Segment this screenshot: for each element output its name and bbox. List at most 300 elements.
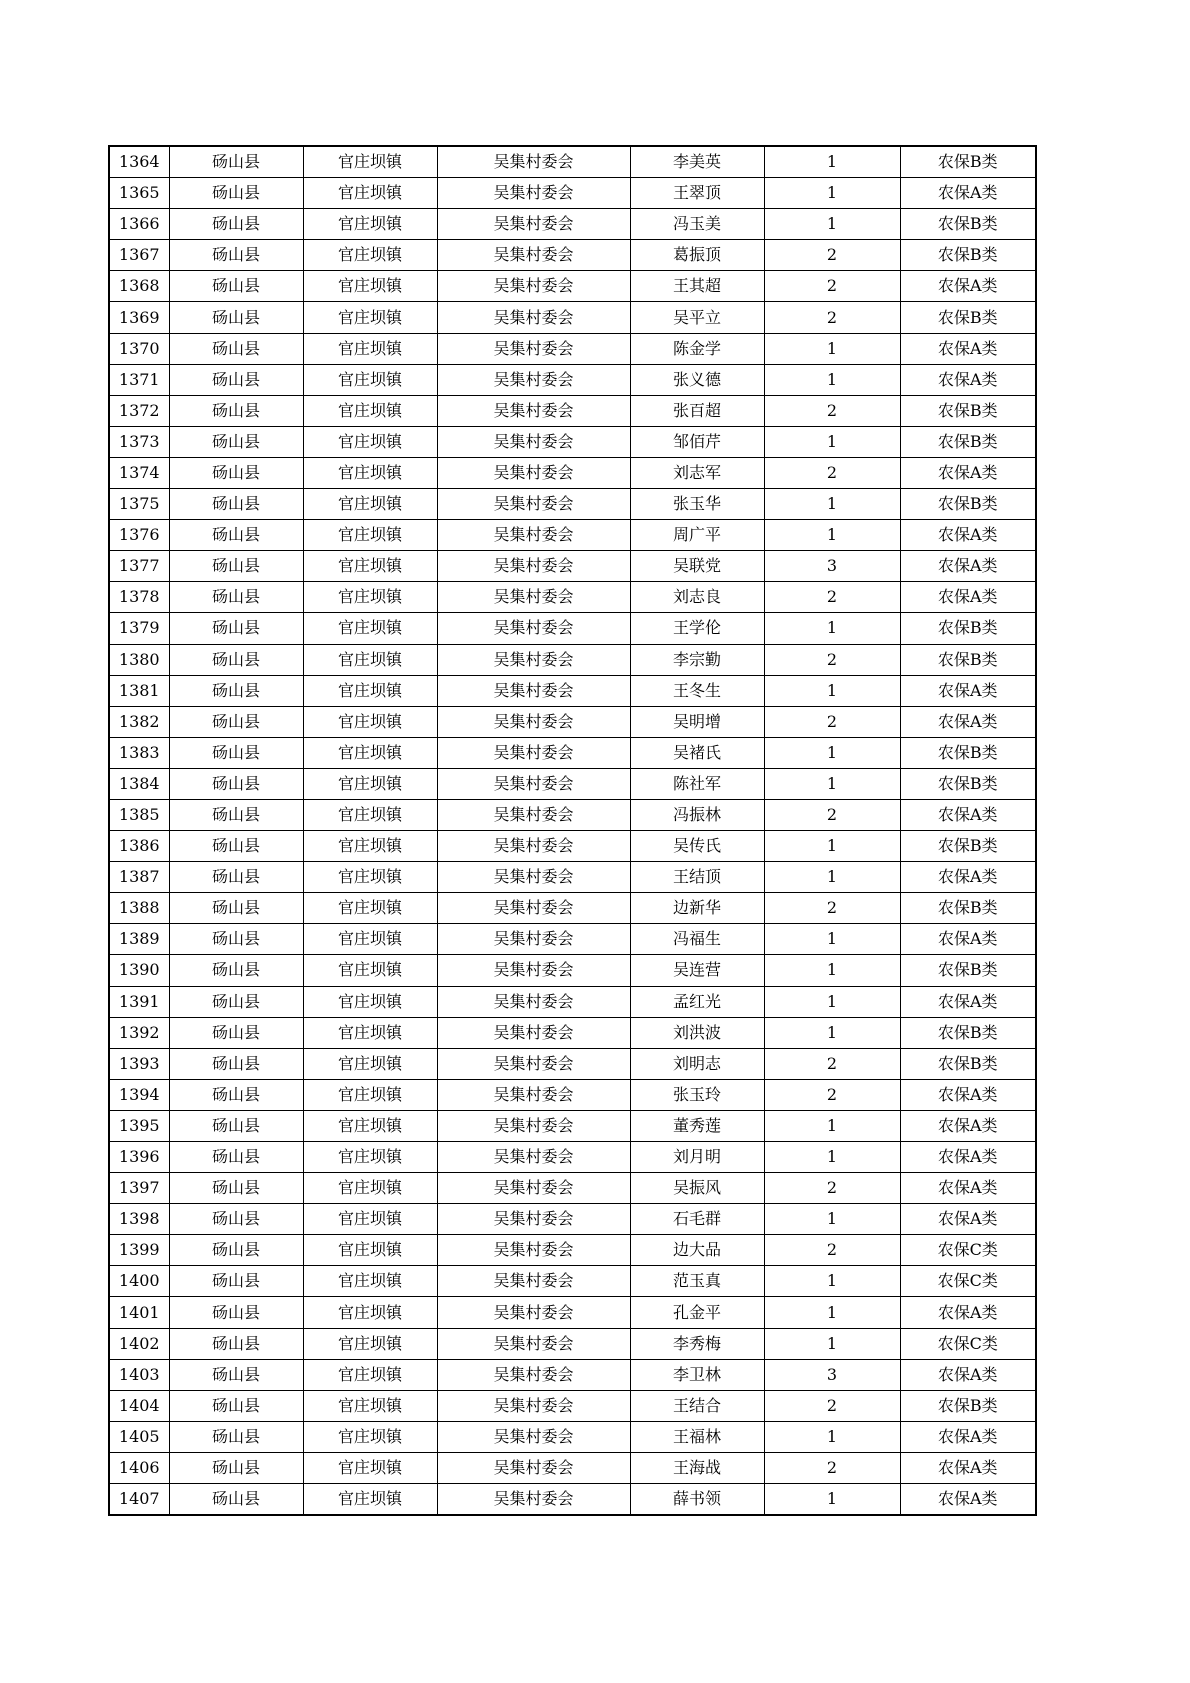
name-cell: 吴连营 <box>630 955 764 986</box>
insurance-category-cell: 农保B类 <box>900 1390 1036 1421</box>
village-committee-cell: 吴集村委会 <box>437 768 630 799</box>
insurance-category-cell: 农保B类 <box>900 1048 1036 1079</box>
name-cell: 李秀梅 <box>630 1328 764 1359</box>
table-row <box>109 1173 1036 1204</box>
count-cell: 1 <box>764 1017 900 1048</box>
county-cell: 砀山县 <box>169 1390 303 1421</box>
roster-table <box>108 145 1037 1516</box>
table-row <box>109 271 1036 302</box>
insurance-category-cell: 农保B类 <box>900 146 1036 178</box>
town-cell: 官庄坝镇 <box>303 1266 437 1297</box>
village-committee-cell: 吴集村委会 <box>437 271 630 302</box>
village-committee-cell: 吴集村委会 <box>437 1359 630 1390</box>
row-number-cell: 1383 <box>109 737 169 768</box>
name-cell: 薛书领 <box>630 1484 764 1516</box>
name-cell: 吴振风 <box>630 1173 764 1204</box>
county-cell: 砀山县 <box>169 1421 303 1452</box>
count-cell: 2 <box>764 582 900 613</box>
name-cell: 吴联党 <box>630 551 764 582</box>
table-row <box>109 955 1036 986</box>
town-cell: 官庄坝镇 <box>303 1048 437 1079</box>
insurance-category-cell: 农保C类 <box>900 1235 1036 1266</box>
name-cell: 冯玉美 <box>630 209 764 240</box>
town-cell: 官庄坝镇 <box>303 1173 437 1204</box>
county-cell: 砀山县 <box>169 613 303 644</box>
row-number-cell: 1396 <box>109 1142 169 1173</box>
name-cell: 张玉华 <box>630 489 764 520</box>
name-cell: 陈社军 <box>630 768 764 799</box>
village-committee-cell: 吴集村委会 <box>437 1173 630 1204</box>
town-cell: 官庄坝镇 <box>303 955 437 986</box>
town-cell: 官庄坝镇 <box>303 271 437 302</box>
row-number-cell: 1384 <box>109 768 169 799</box>
insurance-category-cell: 农保A类 <box>900 457 1036 488</box>
table-row <box>109 333 1036 364</box>
row-number-cell: 1366 <box>109 209 169 240</box>
town-cell: 官庄坝镇 <box>303 706 437 737</box>
table-row <box>109 644 1036 675</box>
town-cell: 官庄坝镇 <box>303 1484 437 1516</box>
insurance-category-cell: 农保A类 <box>900 1297 1036 1328</box>
town-cell: 官庄坝镇 <box>303 986 437 1017</box>
village-committee-cell: 吴集村委会 <box>437 706 630 737</box>
name-cell: 李宗勤 <box>630 644 764 675</box>
insurance-category-cell: 农保B类 <box>900 489 1036 520</box>
row-number-cell: 1402 <box>109 1328 169 1359</box>
count-cell: 1 <box>764 924 900 955</box>
insurance-category-cell: 农保B类 <box>900 240 1036 271</box>
village-committee-cell: 吴集村委会 <box>437 302 630 333</box>
village-committee-cell: 吴集村委会 <box>437 240 630 271</box>
row-number-cell: 1394 <box>109 1079 169 1110</box>
county-cell: 砀山县 <box>169 1266 303 1297</box>
insurance-category-cell: 农保A类 <box>900 862 1036 893</box>
village-committee-cell: 吴集村委会 <box>437 520 630 551</box>
table-row <box>109 240 1036 271</box>
count-cell: 2 <box>764 240 900 271</box>
insurance-category-cell: 农保A类 <box>900 582 1036 613</box>
town-cell: 官庄坝镇 <box>303 1142 437 1173</box>
county-cell: 砀山县 <box>169 582 303 613</box>
village-committee-cell: 吴集村委会 <box>437 426 630 457</box>
insurance-category-cell: 农保B类 <box>900 955 1036 986</box>
row-number-cell: 1388 <box>109 893 169 924</box>
town-cell: 官庄坝镇 <box>303 924 437 955</box>
table-row <box>109 582 1036 613</box>
name-cell: 冯振林 <box>630 799 764 830</box>
row-number-cell: 1370 <box>109 333 169 364</box>
table-row <box>109 1204 1036 1235</box>
village-committee-cell: 吴集村委会 <box>437 1390 630 1421</box>
village-committee-cell: 吴集村委会 <box>437 644 630 675</box>
row-number-cell: 1368 <box>109 271 169 302</box>
row-number-cell: 1398 <box>109 1204 169 1235</box>
count-cell: 1 <box>764 1484 900 1516</box>
insurance-category-cell: 农保A类 <box>900 178 1036 209</box>
county-cell: 砀山县 <box>169 862 303 893</box>
row-number-cell: 1381 <box>109 675 169 706</box>
insurance-category-cell: 农保A类 <box>900 1173 1036 1204</box>
county-cell: 砀山县 <box>169 1235 303 1266</box>
name-cell: 李卫林 <box>630 1359 764 1390</box>
table-row <box>109 1048 1036 1079</box>
count-cell: 1 <box>764 955 900 986</box>
count-cell: 1 <box>764 489 900 520</box>
town-cell: 官庄坝镇 <box>303 862 437 893</box>
county-cell: 砀山县 <box>169 1017 303 1048</box>
town-cell: 官庄坝镇 <box>303 799 437 830</box>
table-row <box>109 1017 1036 1048</box>
county-cell: 砀山县 <box>169 1048 303 1079</box>
village-committee-cell: 吴集村委会 <box>437 457 630 488</box>
village-committee-cell: 吴集村委会 <box>437 1266 630 1297</box>
table-row <box>109 1297 1036 1328</box>
county-cell: 砀山县 <box>169 551 303 582</box>
count-cell: 1 <box>764 1328 900 1359</box>
village-committee-cell: 吴集村委会 <box>437 955 630 986</box>
village-committee-cell: 吴集村委会 <box>437 1142 630 1173</box>
village-committee-cell: 吴集村委会 <box>437 551 630 582</box>
name-cell: 王福林 <box>630 1421 764 1452</box>
table-row <box>109 799 1036 830</box>
county-cell: 砀山县 <box>169 675 303 706</box>
table-row <box>109 1328 1036 1359</box>
town-cell: 官庄坝镇 <box>303 675 437 706</box>
insurance-category-cell: 农保A类 <box>900 1359 1036 1390</box>
row-number-cell: 1393 <box>109 1048 169 1079</box>
village-committee-cell: 吴集村委会 <box>437 209 630 240</box>
table-row <box>109 768 1036 799</box>
row-number-cell: 1374 <box>109 457 169 488</box>
county-cell: 砀山县 <box>169 1173 303 1204</box>
village-committee-cell: 吴集村委会 <box>437 489 630 520</box>
count-cell: 1 <box>764 209 900 240</box>
insurance-category-cell: 农保A类 <box>900 675 1036 706</box>
name-cell: 张义德 <box>630 364 764 395</box>
table-row <box>109 706 1036 737</box>
town-cell: 官庄坝镇 <box>303 1421 437 1452</box>
name-cell: 王学伦 <box>630 613 764 644</box>
insurance-category-cell: 农保A类 <box>900 799 1036 830</box>
count-cell: 1 <box>764 146 900 178</box>
row-number-cell: 1392 <box>109 1017 169 1048</box>
row-number-cell: 1387 <box>109 862 169 893</box>
county-cell: 砀山县 <box>169 831 303 862</box>
insurance-category-cell: 农保A类 <box>900 520 1036 551</box>
county-cell: 砀山县 <box>169 426 303 457</box>
count-cell: 1 <box>764 831 900 862</box>
name-cell: 董秀莲 <box>630 1110 764 1141</box>
table-row <box>109 302 1036 333</box>
count-cell: 3 <box>764 1359 900 1390</box>
name-cell: 李美英 <box>630 146 764 178</box>
row-number-cell: 1406 <box>109 1452 169 1483</box>
county-cell: 砀山县 <box>169 489 303 520</box>
table-row <box>109 489 1036 520</box>
village-committee-cell: 吴集村委会 <box>437 1235 630 1266</box>
name-cell: 王海战 <box>630 1452 764 1483</box>
count-cell: 2 <box>764 1173 900 1204</box>
row-number-cell: 1373 <box>109 426 169 457</box>
county-cell: 砀山县 <box>169 644 303 675</box>
village-committee-cell: 吴集村委会 <box>437 1328 630 1359</box>
table-row <box>109 1390 1036 1421</box>
town-cell: 官庄坝镇 <box>303 1079 437 1110</box>
town-cell: 官庄坝镇 <box>303 1328 437 1359</box>
count-cell: 1 <box>764 1266 900 1297</box>
county-cell: 砀山县 <box>169 271 303 302</box>
town-cell: 官庄坝镇 <box>303 582 437 613</box>
count-cell: 2 <box>764 1235 900 1266</box>
county-cell: 砀山县 <box>169 924 303 955</box>
insurance-category-cell: 农保A类 <box>900 333 1036 364</box>
town-cell: 官庄坝镇 <box>303 364 437 395</box>
insurance-category-cell: 农保B类 <box>900 1017 1036 1048</box>
village-committee-cell: 吴集村委会 <box>437 178 630 209</box>
name-cell: 刘月明 <box>630 1142 764 1173</box>
row-number-cell: 1400 <box>109 1266 169 1297</box>
table-row <box>109 924 1036 955</box>
count-cell: 1 <box>764 520 900 551</box>
count-cell: 1 <box>764 178 900 209</box>
insurance-category-cell: 农保A类 <box>900 1204 1036 1235</box>
name-cell: 王翠顶 <box>630 178 764 209</box>
village-committee-cell: 吴集村委会 <box>437 582 630 613</box>
row-number-cell: 1403 <box>109 1359 169 1390</box>
insurance-category-cell: 农保B类 <box>900 737 1036 768</box>
count-cell: 1 <box>764 333 900 364</box>
town-cell: 官庄坝镇 <box>303 1110 437 1141</box>
town-cell: 官庄坝镇 <box>303 831 437 862</box>
row-number-cell: 1371 <box>109 364 169 395</box>
count-cell: 1 <box>764 768 900 799</box>
count-cell: 2 <box>764 1390 900 1421</box>
county-cell: 砀山县 <box>169 1204 303 1235</box>
row-number-cell: 1372 <box>109 395 169 426</box>
row-number-cell: 1379 <box>109 613 169 644</box>
row-number-cell: 1399 <box>109 1235 169 1266</box>
name-cell: 王冬生 <box>630 675 764 706</box>
county-cell: 砀山县 <box>169 1110 303 1141</box>
insurance-category-cell: 农保A类 <box>900 1142 1036 1173</box>
table-row <box>109 675 1036 706</box>
table-row <box>109 862 1036 893</box>
name-cell: 吴褚氏 <box>630 737 764 768</box>
table-row <box>109 1142 1036 1173</box>
insurance-category-cell: 农保A类 <box>900 551 1036 582</box>
count-cell: 2 <box>764 644 900 675</box>
count-cell: 2 <box>764 1079 900 1110</box>
village-committee-cell: 吴集村委会 <box>437 831 630 862</box>
town-cell: 官庄坝镇 <box>303 1390 437 1421</box>
name-cell: 吴平立 <box>630 302 764 333</box>
county-cell: 砀山县 <box>169 240 303 271</box>
row-number-cell: 1385 <box>109 799 169 830</box>
name-cell: 边大品 <box>630 1235 764 1266</box>
town-cell: 官庄坝镇 <box>303 395 437 426</box>
insurance-category-cell: 农保A类 <box>900 924 1036 955</box>
count-cell: 2 <box>764 893 900 924</box>
town-cell: 官庄坝镇 <box>303 1359 437 1390</box>
table-row <box>109 1110 1036 1141</box>
insurance-category-cell: 农保A类 <box>900 1079 1036 1110</box>
table-row <box>109 146 1036 178</box>
county-cell: 砀山县 <box>169 395 303 426</box>
county-cell: 砀山县 <box>169 146 303 178</box>
town-cell: 官庄坝镇 <box>303 551 437 582</box>
table-row <box>109 893 1036 924</box>
county-cell: 砀山县 <box>169 1079 303 1110</box>
count-cell: 1 <box>764 1297 900 1328</box>
insurance-category-cell: 农保B类 <box>900 613 1036 644</box>
count-cell: 2 <box>764 271 900 302</box>
table-row <box>109 831 1036 862</box>
town-cell: 官庄坝镇 <box>303 457 437 488</box>
county-cell: 砀山县 <box>169 955 303 986</box>
town-cell: 官庄坝镇 <box>303 1452 437 1483</box>
insurance-category-cell: 农保A类 <box>900 1452 1036 1483</box>
county-cell: 砀山县 <box>169 209 303 240</box>
insurance-category-cell: 农保C类 <box>900 1266 1036 1297</box>
insurance-category-cell: 农保A类 <box>900 364 1036 395</box>
count-cell: 1 <box>764 1421 900 1452</box>
name-cell: 王结合 <box>630 1390 764 1421</box>
name-cell: 葛振顶 <box>630 240 764 271</box>
row-number-cell: 1367 <box>109 240 169 271</box>
insurance-category-cell: 农保B类 <box>900 893 1036 924</box>
row-number-cell: 1365 <box>109 178 169 209</box>
county-cell: 砀山县 <box>169 333 303 364</box>
row-number-cell: 1377 <box>109 551 169 582</box>
table-row <box>109 1266 1036 1297</box>
village-committee-cell: 吴集村委会 <box>437 613 630 644</box>
insurance-category-cell: 农保B类 <box>900 302 1036 333</box>
name-cell: 石毛群 <box>630 1204 764 1235</box>
name-cell: 边新华 <box>630 893 764 924</box>
table-row <box>109 1421 1036 1452</box>
count-cell: 1 <box>764 986 900 1017</box>
village-committee-cell: 吴集村委会 <box>437 737 630 768</box>
row-number-cell: 1376 <box>109 520 169 551</box>
name-cell: 陈金学 <box>630 333 764 364</box>
insurance-category-cell: 农保A类 <box>900 706 1036 737</box>
village-committee-cell: 吴集村委会 <box>437 333 630 364</box>
table-row <box>109 520 1036 551</box>
name-cell: 吴传氏 <box>630 831 764 862</box>
row-number-cell: 1397 <box>109 1173 169 1204</box>
table-row <box>109 395 1036 426</box>
county-cell: 砀山县 <box>169 520 303 551</box>
row-number-cell: 1407 <box>109 1484 169 1516</box>
county-cell: 砀山县 <box>169 1359 303 1390</box>
name-cell: 孔金平 <box>630 1297 764 1328</box>
village-committee-cell: 吴集村委会 <box>437 862 630 893</box>
name-cell: 邹佰芹 <box>630 426 764 457</box>
village-committee-cell: 吴集村委会 <box>437 1484 630 1516</box>
row-number-cell: 1378 <box>109 582 169 613</box>
insurance-category-cell: 农保B类 <box>900 831 1036 862</box>
village-committee-cell: 吴集村委会 <box>437 986 630 1017</box>
count-cell: 1 <box>764 1142 900 1173</box>
insurance-category-cell: 农保C类 <box>900 1328 1036 1359</box>
village-committee-cell: 吴集村委会 <box>437 799 630 830</box>
village-committee-cell: 吴集村委会 <box>437 364 630 395</box>
row-number-cell: 1380 <box>109 644 169 675</box>
county-cell: 砀山县 <box>169 893 303 924</box>
count-cell: 1 <box>764 426 900 457</box>
village-committee-cell: 吴集村委会 <box>437 395 630 426</box>
count-cell: 1 <box>764 364 900 395</box>
town-cell: 官庄坝镇 <box>303 302 437 333</box>
village-committee-cell: 吴集村委会 <box>437 1204 630 1235</box>
name-cell: 刘洪波 <box>630 1017 764 1048</box>
name-cell: 王其超 <box>630 271 764 302</box>
name-cell: 孟红光 <box>630 986 764 1017</box>
town-cell: 官庄坝镇 <box>303 146 437 178</box>
row-number-cell: 1390 <box>109 955 169 986</box>
town-cell: 官庄坝镇 <box>303 333 437 364</box>
name-cell: 冯福生 <box>630 924 764 955</box>
name-cell: 刘明志 <box>630 1048 764 1079</box>
table-row <box>109 1484 1036 1516</box>
row-number-cell: 1375 <box>109 489 169 520</box>
village-committee-cell: 吴集村委会 <box>437 924 630 955</box>
count-cell: 1 <box>764 1110 900 1141</box>
insurance-category-cell: 农保A类 <box>900 1421 1036 1452</box>
row-number-cell: 1404 <box>109 1390 169 1421</box>
table-row <box>109 364 1036 395</box>
village-committee-cell: 吴集村委会 <box>437 675 630 706</box>
row-number-cell: 1401 <box>109 1297 169 1328</box>
roster-table-body <box>109 146 1036 1515</box>
table-row <box>109 426 1036 457</box>
town-cell: 官庄坝镇 <box>303 178 437 209</box>
town-cell: 官庄坝镇 <box>303 1204 437 1235</box>
count-cell: 1 <box>764 1204 900 1235</box>
village-committee-cell: 吴集村委会 <box>437 1452 630 1483</box>
table-row <box>109 737 1036 768</box>
count-cell: 1 <box>764 737 900 768</box>
table-row <box>109 613 1036 644</box>
table-row <box>109 1079 1036 1110</box>
town-cell: 官庄坝镇 <box>303 644 437 675</box>
county-cell: 砀山县 <box>169 1328 303 1359</box>
row-number-cell: 1386 <box>109 831 169 862</box>
name-cell: 刘志良 <box>630 582 764 613</box>
county-cell: 砀山县 <box>169 799 303 830</box>
count-cell: 2 <box>764 1452 900 1483</box>
county-cell: 砀山县 <box>169 737 303 768</box>
name-cell: 范玉真 <box>630 1266 764 1297</box>
village-committee-cell: 吴集村委会 <box>437 1048 630 1079</box>
row-number-cell: 1391 <box>109 986 169 1017</box>
count-cell: 3 <box>764 551 900 582</box>
county-cell: 砀山县 <box>169 1142 303 1173</box>
count-cell: 2 <box>764 302 900 333</box>
insurance-category-cell: 农保B类 <box>900 209 1036 240</box>
county-cell: 砀山县 <box>169 706 303 737</box>
insurance-category-cell: 农保A类 <box>900 1484 1036 1516</box>
town-cell: 官庄坝镇 <box>303 426 437 457</box>
count-cell: 2 <box>764 799 900 830</box>
town-cell: 官庄坝镇 <box>303 893 437 924</box>
name-cell: 吴明增 <box>630 706 764 737</box>
table-row <box>109 986 1036 1017</box>
row-number-cell: 1395 <box>109 1110 169 1141</box>
town-cell: 官庄坝镇 <box>303 768 437 799</box>
county-cell: 砀山县 <box>169 302 303 333</box>
county-cell: 砀山县 <box>169 364 303 395</box>
